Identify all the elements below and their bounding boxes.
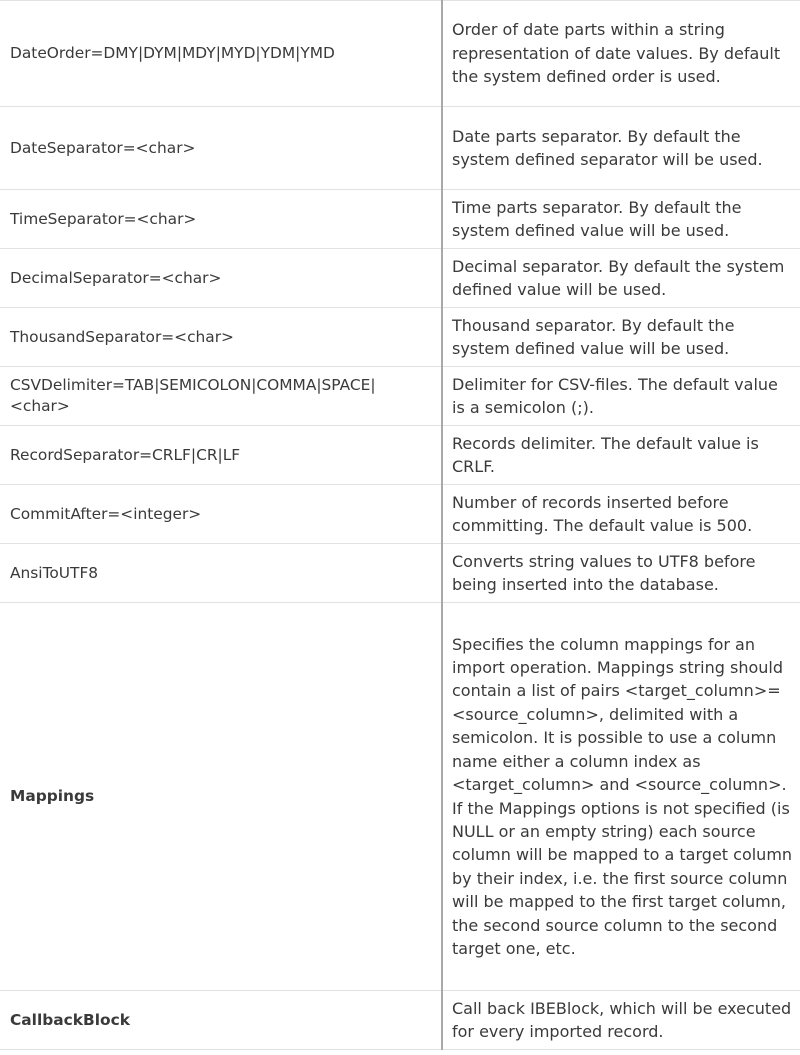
- option-description-cell: Order of date parts within a string representation of date values. By default the system defined order is used.: [442, 1, 800, 107]
- option-description-cell: Thousand separator. By default the system defined value will be used.: [442, 308, 800, 367]
- option-description-cell: Time parts separator. By default the system defined value will be used.: [442, 190, 800, 249]
- table-row: [0, 991, 800, 1050]
- table-row: [0, 249, 800, 308]
- option-description-cell: Call back IBEBlock, which will be executed for every imported record.: [442, 991, 800, 1050]
- option-name-cell: AnsiToUTF8: [0, 544, 442, 603]
- option-name-cell: DateSeparator=<char>: [0, 107, 442, 190]
- option-description-cell: Specifies the column mappings for an import operation. Mappings string should contain a list of pairs <target_column>=<source_column>, delimited with a semicolon. It is possible to use a column name either a column index as <target_column> and <source_column>. If the Mappings options is not specified (is NULL or an empty string) each source column will be mapped to a target column by their index, i.e. the first source column will be mapped to the first target column, the second source column to the second target one, etc.: [442, 603, 800, 991]
- option-description-cell: Number of records inserted before committing. The default value is 500.: [442, 485, 800, 544]
- table-row: [0, 1, 800, 107]
- option-name-cell: CSVDelimiter=TAB|SEMICOLON|COMMA|SPACE|<char>: [0, 367, 442, 426]
- option-description-cell: Delimiter for CSV-files. The default value is a semicolon (;).: [442, 367, 800, 426]
- table-row: [0, 190, 800, 249]
- option-name-cell: RecordSeparator=CRLF|CR|LF: [0, 426, 442, 485]
- option-name-cell: CommitAfter=<integer>: [0, 485, 442, 544]
- option-description-cell: Converts string values to UTF8 before being inserted into the database.: [442, 544, 800, 603]
- table-row: [0, 485, 800, 544]
- table-row: [0, 367, 800, 426]
- option-description-cell: Decimal separator. By default the system defined value will be used.: [442, 249, 800, 308]
- option-description-cell: Date parts separator. By default the system defined separator will be used.: [442, 107, 800, 190]
- table-row: [0, 603, 800, 991]
- options-table-body: [0, 1, 800, 1050]
- option-description-cell: Records delimiter. The default value is CRLF.: [442, 426, 800, 485]
- option-name-cell: ThousandSeparator=<char>: [0, 308, 442, 367]
- option-name-cell: CallbackBlock: [0, 991, 442, 1050]
- option-name-cell: Mappings: [0, 603, 442, 991]
- option-name-cell: DecimalSeparator=<char>: [0, 249, 442, 308]
- table-row: [0, 107, 800, 190]
- option-name-cell: DateOrder=DMY|DYM|MDY|MYD|YDM|YMD: [0, 1, 442, 107]
- table-row: [0, 308, 800, 367]
- table-row: [0, 544, 800, 603]
- option-name-cell: TimeSeparator=<char>: [0, 190, 442, 249]
- table-row: [0, 426, 800, 485]
